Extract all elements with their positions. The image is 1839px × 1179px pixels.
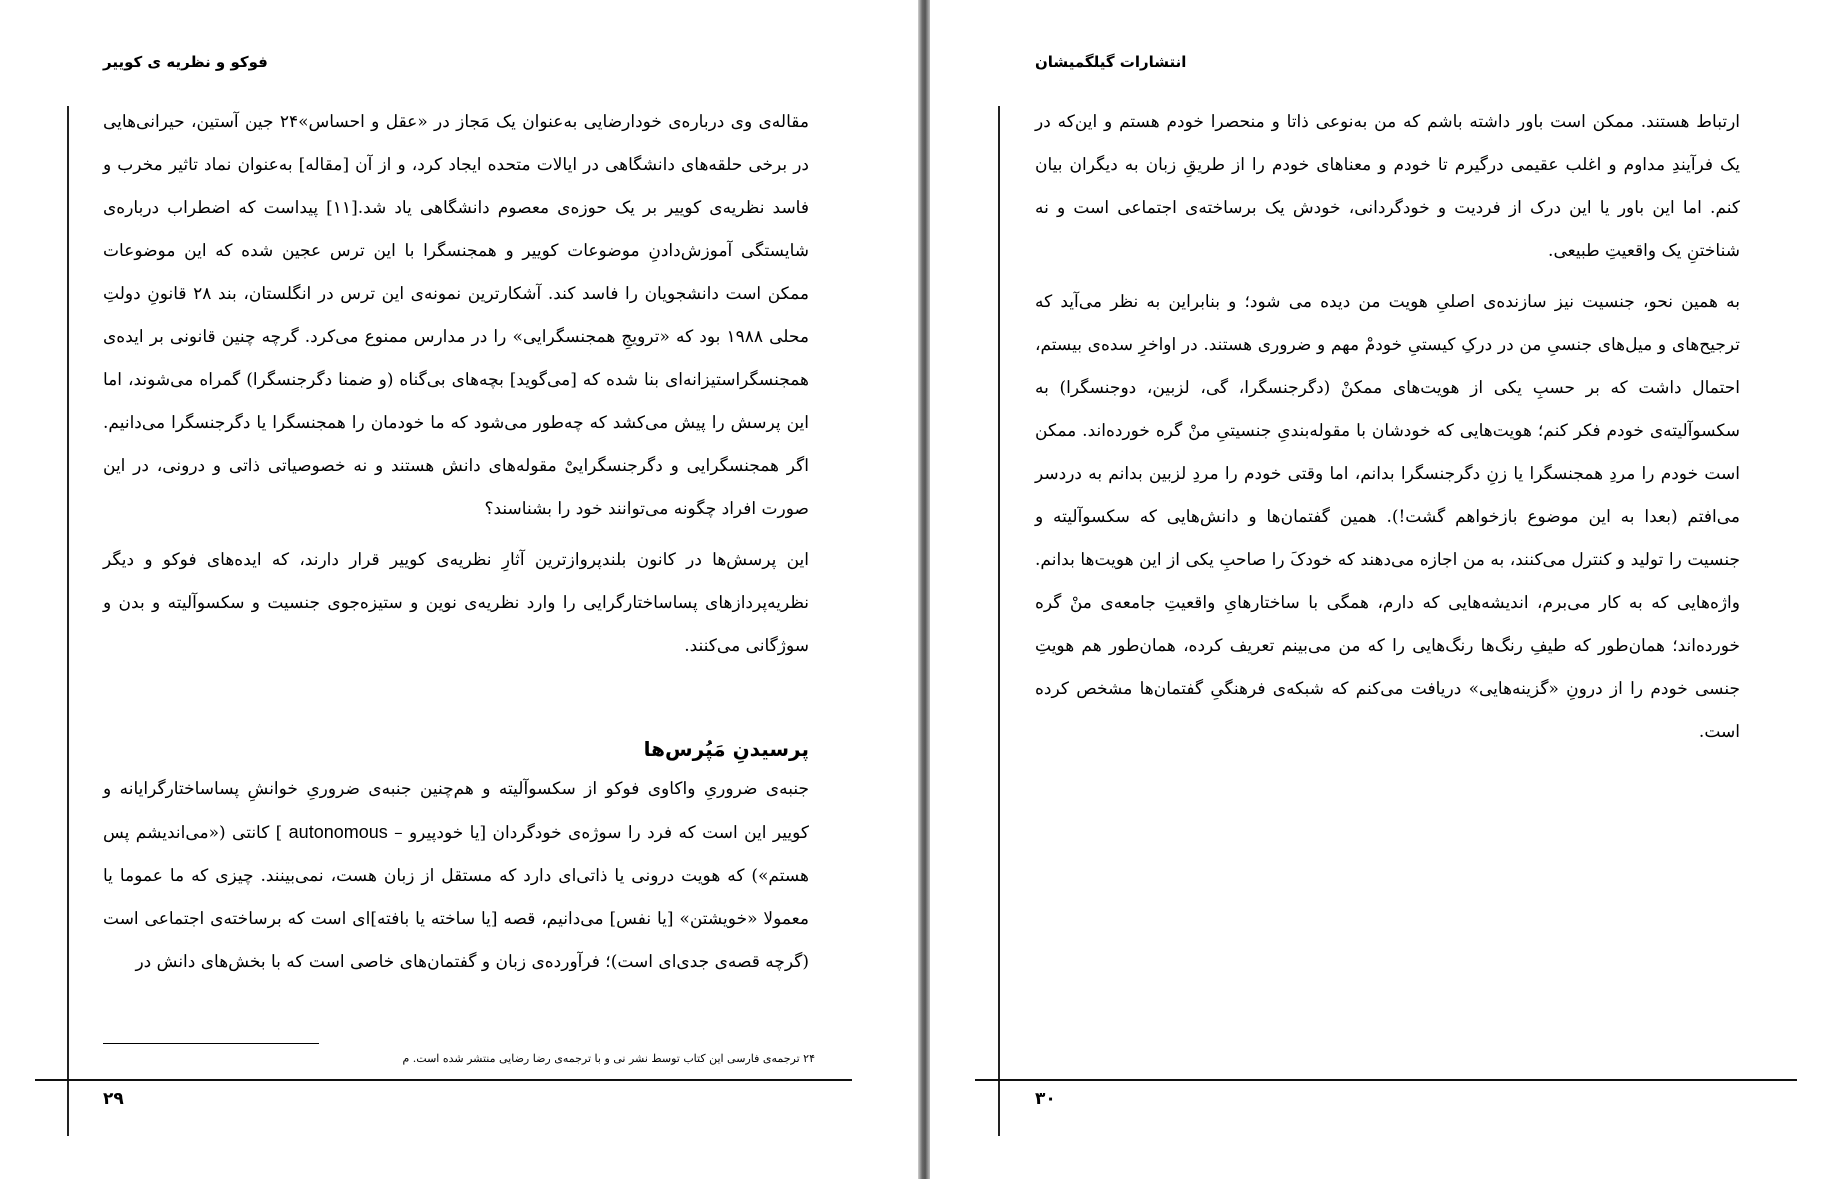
right-page <box>930 0 1839 1179</box>
paragraph: مقاله‌ی وی درباره‌ی خودارضایی به‌عنوان یک مَجاز در «عقل و احساس»۲۴ جین آستین، حیرانی‌هایی در برخی حلقه‌های دانشگاهی در ایالات متحده ایجاد کرد، و از آن [مقاله] به‌عنوان نماد تاثیر مخرب و فاسد نظریه‌ی کوییر بر یک حوزه‌ی معصوم دانشگاهی یاد شد.[۱۱] پیداست که اضطراب درباره‌ی شایستگی آموزش‌دادنِ موضوعات کوییر و همجنسگرا با این ترس عجین شده که این موضوعات ممکن است دانشجویان را فاسد کند. آشکارترین نمونه‌ی این ترس در انگلستان، بند ۲۸ قانونِ دولتِ محلی ۱۹۸۸ بود که «ترویجِ همجنسگرایی» را در مدارس ممنوع می‌کرد. گرچه چنین قانونی بر ایده‌ی همجنسگراستیزانه‌ای بنا شده که [می‌گوید] بچه‌های بی‌گناه (و ضمنا دگرجنسگرا) گمراه می‌شوند، اما این پرسش را پیش می‌کشد که چه‌طور می‌شود که ما خودمان را همجنسگرا یا دگرجنسگرا می‌دانیم. اگر همجنسگرایی و دگرجنسگراییْ مقوله‌های دانش هستند و نه خصوصیاتی ذاتی و درونی، در این صورت افراد چگونه می‌توانند خود را بشناسند؟ <box>103 112 810 519</box>
footnote-rule <box>103 1043 319 1044</box>
paragraph: ارتباط هستند. ممکن است باور داشته باشم که من به‌نوعی ذاتا و منحصرا خودم هستم و این‌که در یک فرآیندِ مداوم و اغلب عقیمی درگیرم تا خودم و معناهای خودم را از طریقِ زبان به دیگران بیان کنم. اما این باور یا این درک از فردیت و خودگردانی، خودش یک برساخته‌ی اجتماعی است و نه شناختنِ یک واقعیتِ طبیعی. <box>1035 112 1740 261</box>
body-text <box>1035 101 1740 754</box>
latin-term: autonomous <box>288 822 388 842</box>
page-number: ۲۹ <box>103 1089 124 1109</box>
section-heading: پرسیدنِ مَپُرس‌ها <box>643 737 809 761</box>
paragraph: این پرسش‌ها در کانون بلندپروازترین آثارِ نظریه‌ی کوییر قرار دارند، که ایده‌های فوکو و دیگر نظریه‌پردازهای پساساختارگرایی را وارد نظریه‌ی نوین و ستیزه‌جوی جنسیت و سکسوآلیته و بدن و سوژگانی می‌کنند. <box>103 550 809 656</box>
paragraph <box>103 768 809 984</box>
running-head: انتشارات گیلگمیشان <box>1035 53 1187 71</box>
footnote: ۲۴ ترجمه‌ی فارسی این کتاب توسط نشر نی و با ترجمه‌ی رضا رضایی منتشر شده است. م <box>402 1052 815 1065</box>
footer-rule <box>975 1079 1797 1081</box>
section-gap <box>103 668 809 730</box>
page-number: ۳۰ <box>1035 1089 1056 1109</box>
book-spine <box>918 0 930 1179</box>
margin-rule <box>998 106 1000 1136</box>
paragraph: به همین نحو، جنسیت نیز سازنده‌ی اصلیِ هویت من دیده می شود؛ و بنابراین به نظر می‌آید که ترجیح‌های و میل‌های جنسیِ من در درکِ کیستیِ خودمْ مهم و ضروری هستند. در اواخرِ سده‌ی بیستم، احتمال داشت که بر حسبِ یکی از هویت‌های ممکنْ (دگرجنسگرا، گی، لزبین، دوجنسگرا) به سکسوآلیته‌ی خودم فکر کنم؛ هویت‌هایی که خودشان با مقوله‌بندیِ جنسیتیِ منْ گره خورده‌اند. ممکن است خودم را مردِ همجنسگرا یا زنِ دگرجنسگرا بدانم، اما وقتی خودم را مردِ لزبین بدانم به دردسر می‌افتم (بعدا به این موضوع بازخواهم گشت!). همین گفتمان‌ها و دانش‌هایی که سکسوآلیته و جنسیت را تولید و کنترل می‌کنند، به من اجازه می‌دهند که خودکَ را صاحبِ یکی از این هویت‌ها بدانم. واژه‌هایی که به کار می‌برم، اندیشه‌هایی که دارم، همگی با ساختارهایِ واقعیتِ جامعه‌ی منْ گره خورده‌اند؛ همان‌طور که طیفِ رنگ‌ها رنگ‌هایی را که من می‌بینم تعریف کرده، همان‌طور هم هویتِ جنسی خودم را از درونِ «گزینه‌هایی» دریافت می‌کنم که شبکه‌ی فرهنگیِ گفتمان‌ها مشخص کرده است. <box>1035 292 1740 742</box>
footer-rule <box>35 1079 852 1081</box>
paragraph-part: ] کانتی («می‌اندیشم پس هستم») که هویت درونی یا ذاتی‌ای دارد که مستقل از زبان هست، نمی‌بینند. چیزی که ما عموما یا معمولا «خویشتن» [یا نفس] می‌دانیم، قصه [یا ساخته یا بافته]‌ای است که برساخته‌ی اجتماعی است (گرچه قصه‌ی جدی‌ای است)؛ فرآورده‌ی زبان و گفتمان‌های خاصی است که با بخش‌های دانش در <box>103 823 809 972</box>
body-text <box>103 101 809 984</box>
paragraph-part: جنبه‌ی ضروریِ واکاوی فوکو از سکسوآلیته و هم‌چنین جنبه‌ی ضروریِ خوانشِ پساساختارگرایانه و کوییر این است که فرد را سوژه‌ی خودگردان [یا خودپیرو – <box>103 779 809 843</box>
running-head: فوکو و نظریه ی کوییر <box>103 53 268 71</box>
left-page <box>0 0 918 1179</box>
margin-rule <box>67 106 69 1136</box>
